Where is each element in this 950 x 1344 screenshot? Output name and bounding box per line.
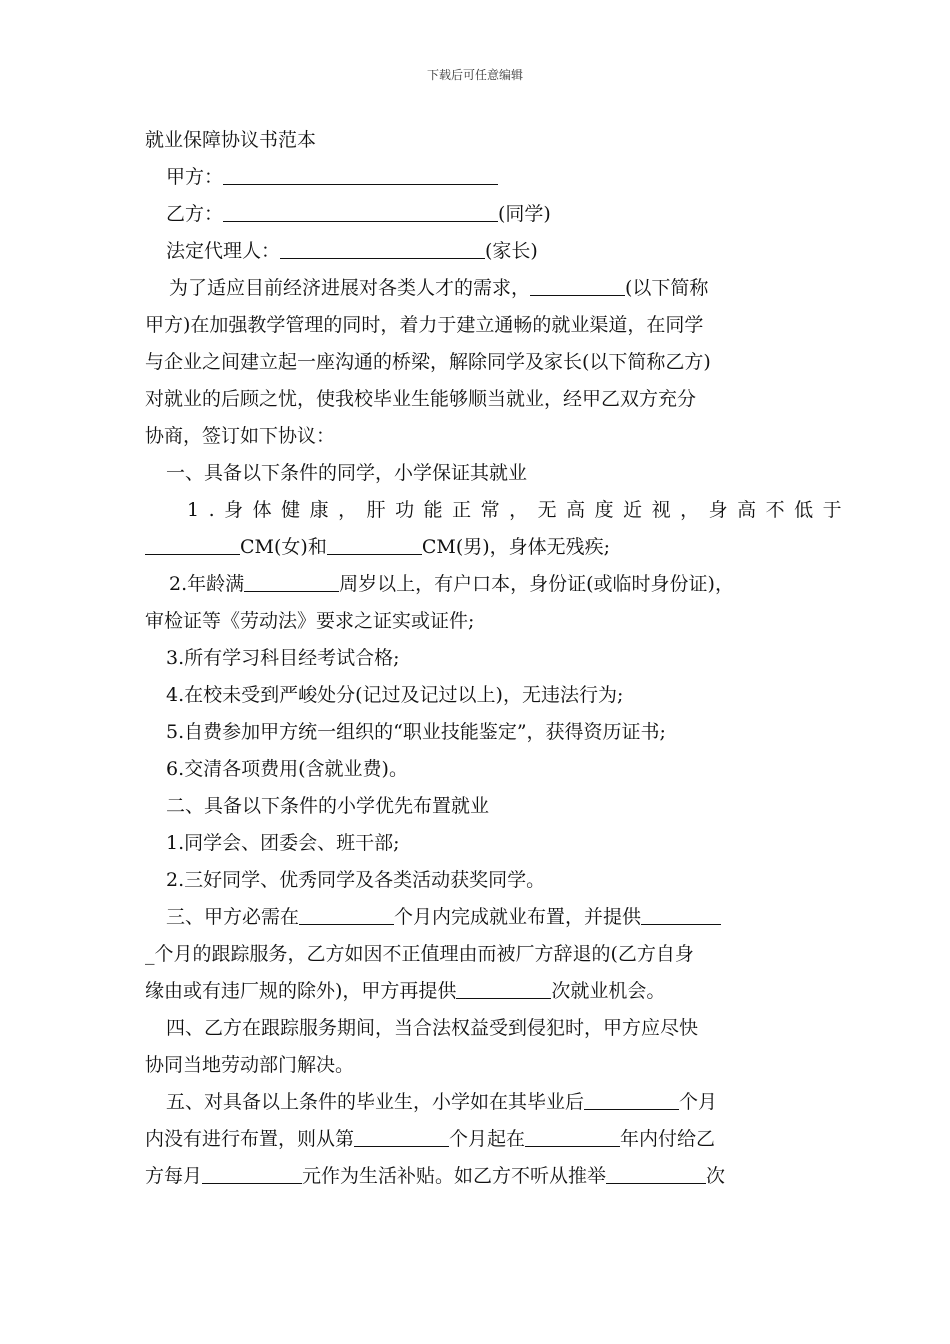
section1-item1-b <box>145 529 805 566</box>
male-height-blank[interactable] <box>327 535 422 555</box>
years-blank[interactable] <box>525 1127 620 1147</box>
section2-item2: 2.三好同学、优秀同学及各类活动获奖同学。 <box>166 869 546 891</box>
clause-text: 内没有进行布置，则从第 <box>145 1128 355 1150</box>
section3-line-2: _个月的跟踪服务，乙方如因不正值理由而被厂方辞退的(乙方自身 <box>145 943 694 965</box>
page-header: 下载后可任意编辑 <box>426 68 523 82</box>
clause-text: 三、甲方必需在 <box>166 906 300 928</box>
section5-line-3 <box>145 1158 805 1195</box>
section1-item4: 4.在校未受到严峻处分(记过及记过以上)，无违法行为; <box>166 684 624 706</box>
section3-line-1 <box>145 899 805 936</box>
party-b-label: 乙方： <box>166 203 224 225</box>
guardian-suffix: (家长) <box>485 240 538 262</box>
document-body <box>145 122 852 1195</box>
item-text: CM(女)和 <box>240 536 327 558</box>
clause-text: 年内付给乙 <box>620 1128 716 1150</box>
guardian-label: 法定代理人： <box>166 240 281 262</box>
intro-line-4: 对就业的后顾之忧，使我校毕业生能够顺当就业，经甲乙双方充分 <box>145 388 697 410</box>
section1-heading: 一、具备以下条件的同学，小学保证其就业 <box>166 462 528 484</box>
clause-text: 个月内完成就业布置，并提供 <box>394 906 642 928</box>
document-title: 就业保障协议书范本 <box>145 129 317 151</box>
clause-text: 缘由或有违厂规的除外)，甲方再提供 <box>145 980 457 1002</box>
party-b-suffix: (同学) <box>498 203 551 225</box>
party-b-blank[interactable] <box>223 202 498 222</box>
party-a-label: 甲方： <box>166 166 224 188</box>
section4-line-2: 协同当地劳动部门解决。 <box>145 1054 355 1076</box>
clause-text: 次 <box>706 1165 726 1187</box>
section4-line-1: 四、乙方在跟踪服务期间，当合法权益受到侵犯时，甲方应尽快 <box>166 1017 699 1039</box>
clause-text: 方每月 <box>145 1165 203 1187</box>
section3-line-3 <box>145 973 805 1010</box>
party-a-blank[interactable] <box>223 165 498 185</box>
section2-item1: 1.同学会、团委会、班干部; <box>166 832 400 854</box>
recommendation-times-blank[interactable] <box>606 1164 706 1184</box>
months-blank[interactable] <box>299 905 394 925</box>
section1-item2-b: 审检证等《劳动法》要求之证实或证件; <box>145 610 475 632</box>
monthly-allowance-blank[interactable] <box>202 1164 302 1184</box>
section1-item2-a <box>145 566 805 603</box>
intro-line-2: 甲方)在加强教学管理的同时，着力于建立通畅的就业渠道，在同学 <box>145 314 704 336</box>
age-blank[interactable] <box>244 572 339 592</box>
section1-item3: 3.所有学习科目经考试合格; <box>166 647 400 669</box>
clause-text: 个月起在 <box>449 1128 526 1150</box>
clause-text: 元作为生活补贴。如乙方不听从推举 <box>302 1165 607 1187</box>
intro-line-5: 协商，签订如下协议： <box>145 425 336 447</box>
intro-line-3: 与企业之间建立起一座沟通的桥梁，解除同学及家长(以下简称乙方) <box>145 351 711 373</box>
section1-item6: 6.交清各项费用(含就业费)。 <box>166 758 408 780</box>
item-text: CM(男)，身体无残疾; <box>421 536 611 558</box>
section1-item5: 5.自费参加甲方统一组织的“职业技能鉴定”，获得资历证书; <box>166 721 666 743</box>
months-after-graduation-blank[interactable] <box>584 1090 679 1110</box>
clause-text: 次就业机会。 <box>551 980 666 1002</box>
item-text: 周岁以上，有户口本，身份证(或临时身份证)， <box>339 573 734 595</box>
party-b-line <box>145 196 805 233</box>
party-a-line <box>145 159 805 196</box>
section5-line-2 <box>145 1121 805 1158</box>
clause-text: 个月 <box>679 1091 718 1113</box>
guardian-blank[interactable] <box>280 239 485 259</box>
followup-months-blank[interactable] <box>641 905 721 925</box>
school-name-blank[interactable] <box>530 276 625 296</box>
intro-text: 为了适应目前经济进展对各类人才的需求， <box>169 277 531 299</box>
item-text: 2.年龄满 <box>169 573 245 595</box>
intro-text: (以下简称 <box>625 277 709 299</box>
guardian-line <box>145 233 805 270</box>
start-month-blank[interactable] <box>354 1127 449 1147</box>
section5-line-1 <box>145 1084 805 1121</box>
clause-text: 五、对具备以上条件的毕业生，小学如在其毕业后 <box>166 1091 585 1113</box>
intro-line-1 <box>145 270 805 307</box>
section1-item1-a: 1.身体健康，肝功能正常，无高度近视，身高不低于 <box>187 499 852 521</box>
job-chances-blank[interactable] <box>456 979 551 999</box>
female-height-blank[interactable] <box>145 535 240 555</box>
section2-heading: 二、具备以下条件的小学优先布置就业 <box>166 795 490 817</box>
